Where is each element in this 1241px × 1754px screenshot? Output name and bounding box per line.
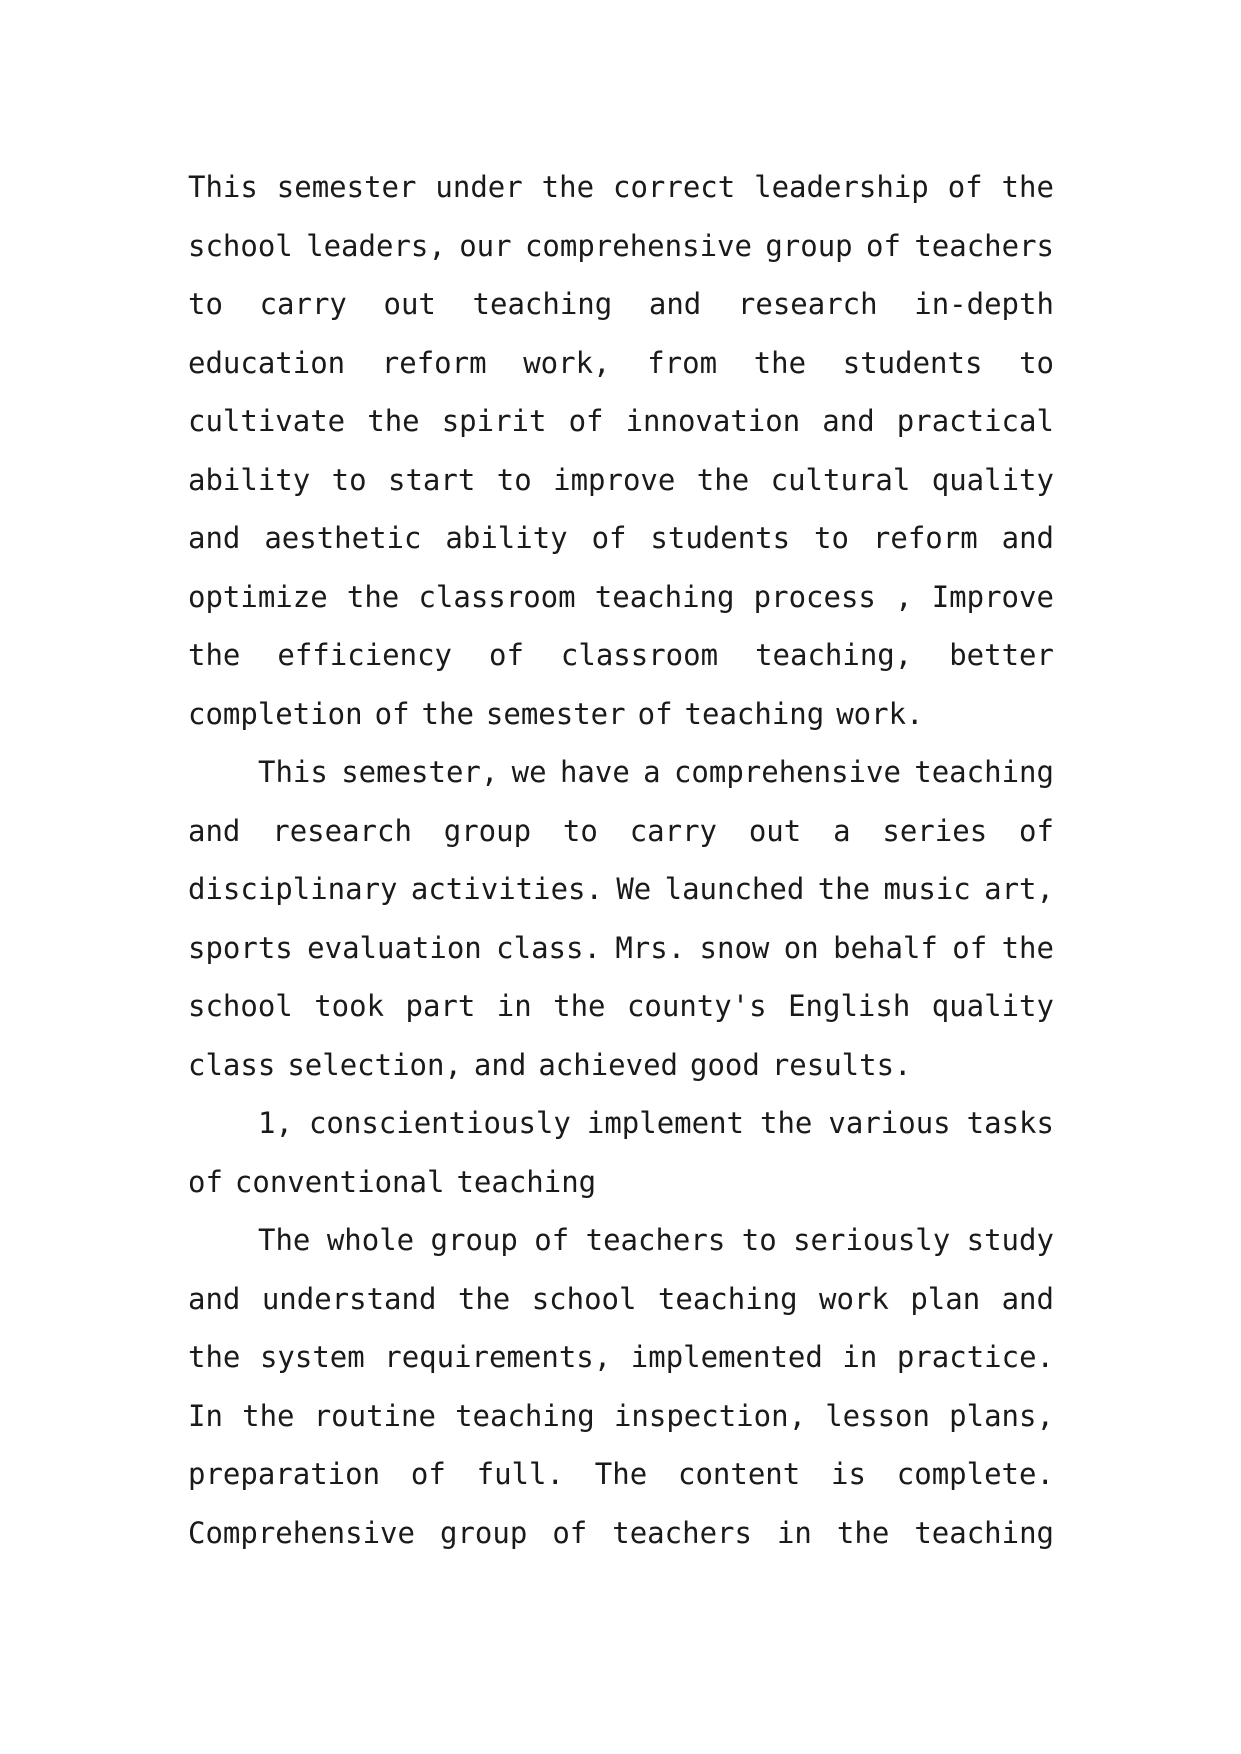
word: the xyxy=(421,696,474,731)
word: optimize xyxy=(188,579,328,614)
word: ability xyxy=(445,521,568,555)
word: launched xyxy=(664,872,805,906)
text-line xyxy=(188,1036,1054,1095)
word: and xyxy=(188,813,241,848)
text-line xyxy=(188,1094,1054,1153)
word: and xyxy=(1001,521,1054,555)
word: the xyxy=(760,1106,813,1140)
word: system xyxy=(259,1340,365,1374)
text-line xyxy=(188,685,1054,744)
word: series xyxy=(882,813,988,848)
word: English xyxy=(788,989,911,1023)
word: quality xyxy=(931,462,1054,497)
word: of xyxy=(591,521,627,555)
word: of xyxy=(374,696,410,731)
word: full. xyxy=(476,1457,564,1491)
text-line xyxy=(188,860,1054,919)
word: the xyxy=(553,989,606,1023)
word: preparation xyxy=(188,1457,381,1491)
word: group xyxy=(430,1223,518,1257)
word: our xyxy=(459,228,512,263)
word: behalf xyxy=(833,930,938,965)
word: we xyxy=(511,755,547,789)
text-line xyxy=(188,392,1054,451)
word: comprehensive xyxy=(673,755,901,789)
word: the xyxy=(346,579,400,614)
word: class. xyxy=(496,930,601,965)
word: the xyxy=(188,1340,241,1374)
word: on xyxy=(783,930,819,965)
word: from xyxy=(647,345,718,380)
word: and xyxy=(1001,1281,1054,1316)
word: of xyxy=(952,930,988,965)
text-line xyxy=(188,1387,1054,1446)
word: ability xyxy=(188,462,311,497)
word: quality xyxy=(931,989,1054,1023)
word: art, xyxy=(984,872,1054,906)
word: sports xyxy=(188,930,293,965)
word: the xyxy=(541,170,595,204)
word: research xyxy=(272,813,412,848)
word: the xyxy=(457,1281,511,1316)
text-line xyxy=(188,1504,1054,1563)
word: routine xyxy=(313,1398,436,1433)
word: reform xyxy=(381,345,487,380)
paragraph xyxy=(188,1094,1054,1211)
text-line xyxy=(188,1211,1054,1270)
word: teaching xyxy=(455,1398,595,1433)
word: lesson xyxy=(825,1398,930,1433)
word: carry xyxy=(259,287,347,321)
word: students xyxy=(650,521,791,555)
word: to xyxy=(496,462,532,497)
word: the xyxy=(753,345,807,380)
word: evaluation xyxy=(307,930,482,965)
word: of xyxy=(568,404,604,438)
word: and xyxy=(473,1047,527,1082)
word: Mrs. xyxy=(615,930,686,965)
word: and xyxy=(188,521,241,555)
word: a xyxy=(643,755,661,789)
word: reform xyxy=(872,521,978,555)
word: This xyxy=(188,170,258,204)
word: of xyxy=(1019,813,1054,848)
word: In xyxy=(188,1398,223,1433)
word: tasks xyxy=(966,1106,1054,1140)
word: plan xyxy=(910,1281,981,1316)
word: in xyxy=(842,1340,878,1374)
word: is xyxy=(831,1457,866,1491)
word: have xyxy=(559,755,630,789)
word: group xyxy=(443,813,532,848)
word: innovation xyxy=(625,404,801,438)
word: selection, xyxy=(287,1047,462,1082)
word: spirit xyxy=(441,404,547,438)
word: of xyxy=(410,1457,446,1491)
word: of xyxy=(947,170,983,204)
text-line xyxy=(188,743,1054,802)
word: semester, xyxy=(341,755,499,789)
paragraph xyxy=(188,743,1054,1094)
word: cultural xyxy=(770,462,911,497)
text-line xyxy=(188,1270,1054,1329)
text-line xyxy=(188,275,1054,334)
word: in-depth xyxy=(914,287,1054,321)
word: Comprehensive xyxy=(188,1515,415,1550)
word: cultivate xyxy=(188,404,346,438)
word: , xyxy=(895,579,913,614)
word: out xyxy=(748,813,802,848)
word: teaching xyxy=(456,1164,597,1199)
text-line xyxy=(188,1328,1054,1387)
word: whole xyxy=(326,1223,415,1257)
word: content xyxy=(678,1457,801,1491)
word: semester xyxy=(276,170,417,204)
text-line xyxy=(188,1153,1054,1212)
word: requirements, xyxy=(384,1340,612,1374)
word: to xyxy=(188,287,223,321)
word: teachers xyxy=(914,228,1054,263)
word: to xyxy=(331,462,367,497)
word: school xyxy=(188,989,293,1023)
word: group xyxy=(440,1515,528,1550)
word: under xyxy=(435,170,523,204)
word: leadership xyxy=(754,170,929,204)
word: The xyxy=(594,1457,648,1491)
word: work. xyxy=(836,696,924,731)
word: teaching xyxy=(594,579,735,614)
word: classroom xyxy=(418,579,576,614)
paragraph xyxy=(188,158,1054,743)
word: to xyxy=(814,521,849,555)
word: music xyxy=(883,872,971,906)
word: took xyxy=(314,989,385,1023)
word: complete. xyxy=(896,1457,1054,1491)
word: to xyxy=(741,1223,777,1257)
word: We xyxy=(616,872,652,906)
word: understand xyxy=(261,1281,437,1316)
word: leaders, xyxy=(306,228,446,263)
word: activities. xyxy=(410,872,603,906)
word: process xyxy=(753,579,876,614)
word: This xyxy=(258,755,328,789)
text-line xyxy=(188,802,1054,861)
word: a xyxy=(833,813,851,848)
word: completion xyxy=(188,696,363,731)
text-line xyxy=(188,217,1054,276)
word: implement xyxy=(586,1106,744,1140)
text-line xyxy=(188,334,1054,393)
word: better xyxy=(949,638,1054,672)
word: the xyxy=(1001,170,1054,204)
word: achieved xyxy=(538,1047,678,1082)
word: in xyxy=(776,1515,812,1550)
word: teachers xyxy=(612,1515,752,1550)
text-line xyxy=(188,977,1054,1036)
word: part xyxy=(405,989,476,1023)
word: the xyxy=(836,1515,890,1550)
word: and xyxy=(188,1281,241,1316)
word: the xyxy=(817,872,871,906)
word: comprehensive xyxy=(524,228,752,263)
word: snow xyxy=(699,930,770,965)
word: county's xyxy=(626,989,767,1023)
word: disciplinary xyxy=(188,872,398,906)
word: implemented xyxy=(630,1340,823,1374)
word: of xyxy=(552,1515,588,1550)
word: correct xyxy=(612,170,736,204)
text-line xyxy=(188,509,1054,568)
word: teaching xyxy=(684,696,825,731)
word: class xyxy=(188,1047,276,1082)
word: teaching xyxy=(914,1515,1054,1550)
word: school xyxy=(188,228,293,263)
word: research xyxy=(737,287,878,321)
word: to xyxy=(1019,345,1054,380)
word: 1, xyxy=(258,1106,293,1140)
word: work xyxy=(819,1281,889,1316)
word: of xyxy=(866,228,901,263)
word: the xyxy=(367,404,420,438)
word: practical xyxy=(896,404,1054,438)
word: Improve xyxy=(931,579,1054,614)
word: and xyxy=(648,287,702,321)
word: students xyxy=(842,345,983,380)
word: practice. xyxy=(896,1340,1054,1374)
word: school xyxy=(531,1281,637,1316)
word: group xyxy=(765,228,853,263)
word: various xyxy=(828,1106,951,1140)
word: The xyxy=(258,1223,311,1257)
text-line xyxy=(188,451,1054,510)
word: aesthetic xyxy=(264,521,422,555)
word: of xyxy=(188,1164,223,1199)
word: the xyxy=(188,638,241,672)
word: the xyxy=(1001,930,1054,965)
word: carry xyxy=(629,813,717,848)
word: in xyxy=(496,989,532,1023)
word: and xyxy=(822,404,875,438)
text-line xyxy=(188,1445,1054,1504)
paragraph xyxy=(188,1211,1054,1562)
word: inspection, xyxy=(613,1398,807,1433)
word: to xyxy=(562,813,598,848)
word: seriously xyxy=(793,1223,951,1257)
word: classroom xyxy=(560,638,719,672)
word: results. xyxy=(771,1047,912,1082)
word: of xyxy=(489,638,524,672)
document-body xyxy=(188,158,1054,1562)
word: education xyxy=(188,345,346,380)
word: teaching xyxy=(914,755,1054,789)
word: out xyxy=(383,287,436,321)
word: teachers xyxy=(585,1223,726,1257)
word: study xyxy=(966,1223,1054,1257)
word: the xyxy=(696,462,750,497)
word: semester xyxy=(485,696,626,731)
text-line xyxy=(188,568,1054,627)
word: teaching xyxy=(472,287,613,321)
word: improve xyxy=(553,462,676,497)
text-line xyxy=(188,626,1054,685)
word: good xyxy=(690,1047,760,1082)
word: start xyxy=(388,462,476,497)
word: teaching, xyxy=(755,638,913,672)
word: conscientiously xyxy=(308,1106,571,1140)
word: the xyxy=(242,1398,295,1433)
word: of xyxy=(637,696,673,731)
word: of xyxy=(534,1223,570,1257)
word: work, xyxy=(523,345,611,380)
text-line xyxy=(188,919,1054,978)
word: plans, xyxy=(949,1398,1054,1433)
word: teaching xyxy=(657,1281,798,1316)
word: efficiency xyxy=(277,638,452,672)
text-line xyxy=(188,158,1054,217)
word: conventional xyxy=(234,1164,445,1199)
